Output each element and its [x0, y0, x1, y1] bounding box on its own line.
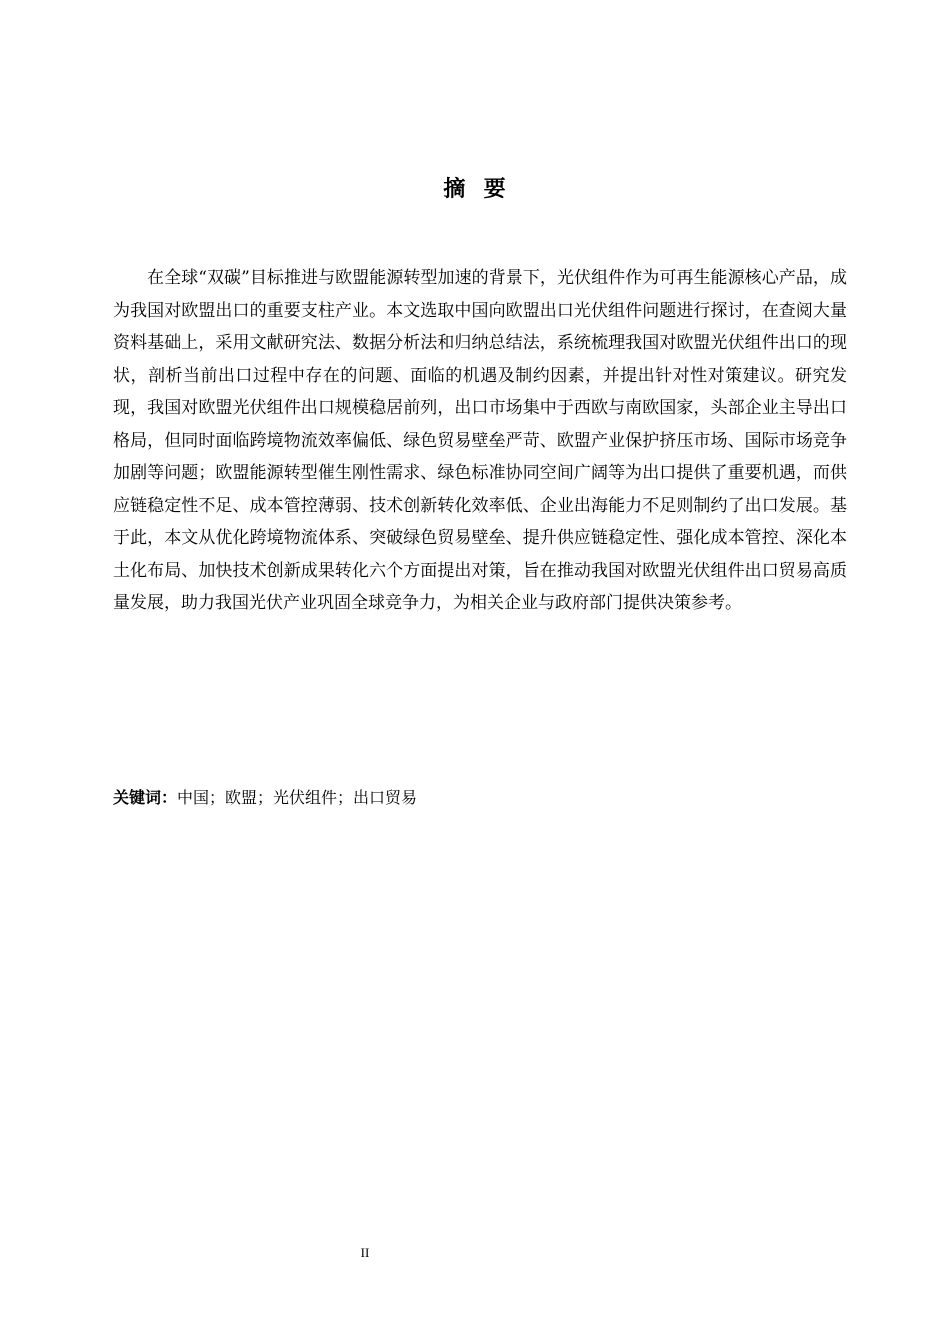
- keywords-label: 关键词：: [113, 788, 178, 807]
- abstract-paragraph: 在全球“双碳”目标推进与欧盟能源转型加速的背景下，光伏组件作为可再生能源核心产品，成为我国对欧盟出口的重要支柱产业。本文选取中国向欧盟出口光伏组件问题进行探讨，在查阅大量资料基础上，采用文献研究法、数据分析法和归纳总结法，系统梳理我国对欧盟光伏组件出口的现状，剖析当前出口过程中存在的问题、面临的机遇及制约因素，并提出针对性对策建议。研究发现，我国对欧盟光伏组件出口规模稳居前列，出口市场集中于西欧与南欧国家，头部企业主导出口格局，但同时面临跨境物流效率偏低、绿色贸易壁垒严苛、欧盟产业保护挤压市场、国际市场竞争加剧等问题；欧盟能源转型催生刚性需求、绿色标准协同空间广阔等为出口提供了重要机遇，而供应链稳定性不足、成本管控薄弱、技术创新转化效率低、企业出海能力不足则制约了出口发展。基于此，本文从优化跨境物流体系、突破绿色贸易壁垒、提升供应链稳定性、强化成本管控、深化本土化布局、加快技术创新成果转化六个方面提出对策，旨在推动我国对欧盟光伏组件出口贸易高质量发展，助力我国光伏产业巩固全球竞争力，为相关企业与政府部门提供决策参考。: [113, 268, 847, 613]
- keywords-line: [113, 784, 847, 812]
- page-number: II: [360, 1245, 370, 1260]
- keywords-value: 中国；欧盟；光伏组件；出口贸易: [177, 788, 418, 807]
- abstract-title: 摘 要: [443, 177, 507, 202]
